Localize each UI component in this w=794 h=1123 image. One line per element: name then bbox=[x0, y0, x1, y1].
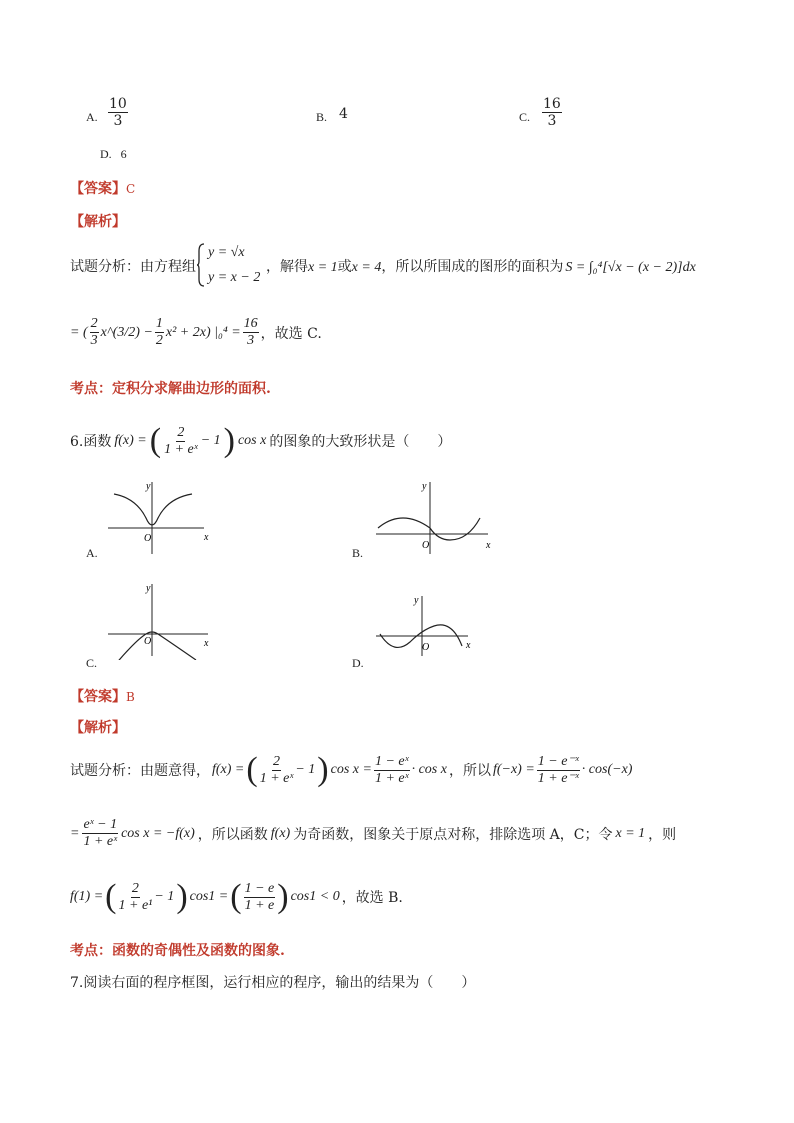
or-text: 或 bbox=[337, 259, 352, 275]
graph-d-label: D. bbox=[352, 656, 364, 670]
a3-choose: ，故选 B. bbox=[341, 890, 403, 906]
a1-f2-num: 1 − eˣ bbox=[374, 753, 409, 769]
choice-b bbox=[316, 110, 327, 125]
q6-stem bbox=[70, 424, 451, 458]
paren-right: ) bbox=[223, 422, 235, 459]
graph-b-curve bbox=[378, 518, 480, 540]
q6-frac-num: 2 bbox=[177, 424, 185, 440]
q5-analysis-prefix: 试题分析：由方程组 bbox=[70, 259, 196, 275]
a2-frac-den: 1 + eˣ bbox=[83, 834, 118, 849]
area-text: ，所以所围成的图形的面积为 bbox=[381, 259, 564, 275]
a3-cos1: cos1 = bbox=[189, 889, 229, 904]
graph-c-label: C. bbox=[86, 656, 98, 670]
solution-2: x = 4 bbox=[351, 260, 382, 275]
coef2-num: 1 bbox=[155, 316, 163, 331]
choice-c-fraction bbox=[542, 97, 562, 128]
graph-a-y-label: y bbox=[146, 481, 151, 492]
graph-c bbox=[100, 580, 230, 660]
a3-f2-num: 1 − e bbox=[244, 880, 275, 896]
choice-c bbox=[519, 110, 530, 125]
q6-prefix: 6.函数 bbox=[70, 434, 112, 450]
a1-minus1: − 1 bbox=[295, 762, 316, 777]
q5-kaodian: 考点：定积分求解曲边形的面积. bbox=[70, 381, 271, 397]
a2-text2: 为奇函数，图象关于原点对称，排除选项 A，C；令 bbox=[293, 826, 613, 843]
paren-left: ( bbox=[149, 422, 162, 459]
a3-lt: cos1 < 0 bbox=[290, 889, 340, 904]
a3-paren-right: ) bbox=[176, 878, 188, 915]
q6-answer-value: B bbox=[126, 690, 135, 704]
q5-analysis-label: 【解析】 bbox=[70, 214, 126, 230]
graph-d-x-label: x bbox=[466, 640, 471, 651]
graph-b-y-label: y bbox=[422, 481, 427, 492]
a1-fx: f(x) = bbox=[212, 762, 245, 777]
a1-so: ，所以 bbox=[448, 763, 491, 779]
eq-end: x² + 2x) |₀⁴ = bbox=[165, 324, 241, 340]
q6-analysis-line1 bbox=[70, 753, 632, 787]
graph-a-label: A. bbox=[86, 546, 98, 560]
q6-frac-den: 1 + eˣ bbox=[164, 441, 198, 457]
a1-paren-left: ( bbox=[246, 751, 258, 788]
q5-integral-result bbox=[70, 317, 322, 348]
choice-b-label: B. bbox=[316, 110, 328, 124]
q5-solve-line bbox=[266, 256, 696, 276]
graph-b-origin: O bbox=[422, 540, 430, 551]
answer-label: 【答案】 bbox=[70, 181, 126, 197]
q6-answer bbox=[70, 686, 135, 706]
choice-c-label: C. bbox=[519, 110, 531, 124]
q6-answer-label: 【答案】 bbox=[70, 689, 126, 705]
left-brace bbox=[196, 243, 206, 287]
result-den: 3 bbox=[247, 333, 255, 348]
q6-kaodian: 考点：函数的奇偶性及函数的图象. bbox=[70, 943, 285, 959]
a2-eq: = bbox=[70, 825, 80, 841]
graph-a-curve bbox=[114, 494, 192, 525]
q6-analysis-label: 【解析】 bbox=[70, 720, 126, 736]
a2-x1: x = 1 bbox=[615, 825, 646, 841]
a1-frac-num: 2 bbox=[273, 753, 281, 769]
q7-stem: 7.阅读右面的程序框图，运行相应的程序，输出的结果为（ ） bbox=[70, 975, 476, 991]
a3-minus1: − 1 bbox=[154, 889, 175, 904]
a2-fx: f(x) bbox=[270, 825, 291, 841]
system-eq1: y = √x bbox=[208, 245, 245, 260]
a2-text: ，所以函数 bbox=[197, 826, 268, 843]
solution-1: x = 1 bbox=[308, 260, 338, 275]
graph-c-x-label: x bbox=[204, 638, 209, 649]
choice-a-num: 10 bbox=[109, 96, 127, 112]
graph-a-x-label: x bbox=[204, 532, 209, 543]
q6-minus1: − 1 bbox=[200, 433, 221, 448]
a3-f1: f(1) = bbox=[70, 889, 104, 904]
coef1-den: 3 bbox=[90, 333, 98, 348]
a2-frac-num: eˣ − 1 bbox=[83, 817, 118, 832]
a3-paren2-right: ) bbox=[277, 878, 289, 915]
graph-b-label: B. bbox=[352, 546, 364, 560]
area-formula: S = ∫₀⁴[√x − (x − 2)]dx bbox=[565, 260, 696, 275]
a3-paren2-left: ( bbox=[230, 878, 242, 915]
a1-cos2: · cos x bbox=[411, 762, 447, 777]
choice-a-fraction bbox=[108, 97, 128, 128]
a1-f2-den: 1 + eˣ bbox=[374, 770, 409, 786]
q6-analysis-line3 bbox=[70, 880, 403, 914]
graph-d-origin: O bbox=[422, 642, 430, 653]
choice-c-num: 16 bbox=[543, 96, 561, 112]
choice-d-label: D. bbox=[100, 147, 112, 161]
a1-f3-den: 1 + e⁻ˣ bbox=[537, 770, 579, 786]
graph-a bbox=[100, 478, 230, 558]
coef2-den: 2 bbox=[155, 333, 163, 348]
a3-f2-den: 1 + e bbox=[244, 897, 275, 913]
graph-c-y-label: y bbox=[146, 583, 151, 594]
result-num: 16 bbox=[243, 316, 258, 331]
choice-d-value: 6 bbox=[120, 147, 127, 161]
q6-analysis-line2 bbox=[70, 818, 676, 849]
a3-frac-den: 1 + e¹ bbox=[118, 897, 153, 913]
a1-f3-num: 1 − e⁻ˣ bbox=[537, 753, 579, 769]
a2-then: ，则 bbox=[648, 826, 677, 843]
graph-a-origin: O bbox=[144, 533, 152, 544]
choose-text: ，故选 C. bbox=[260, 325, 322, 342]
eq-start: = ( bbox=[70, 324, 88, 340]
q6-fx: f(x) = bbox=[114, 433, 147, 448]
a1-cos: cos x = bbox=[330, 762, 372, 777]
a1-fmx: f(−x) = bbox=[492, 762, 535, 777]
choice-a-den: 3 bbox=[113, 113, 123, 129]
graph-b-x-label: x bbox=[486, 540, 491, 551]
graph-c-origin: O bbox=[144, 636, 152, 647]
coef1-num: 2 bbox=[90, 316, 98, 331]
choice-b-value: 4 bbox=[339, 106, 348, 122]
solve-text: ，解得 bbox=[266, 259, 308, 275]
a1-prefix: 试题分析：由题意得， bbox=[70, 763, 210, 779]
q6-cosx: cos x bbox=[237, 433, 267, 448]
graph-d-y-label: y bbox=[414, 595, 419, 606]
a1-frac-den: 1 + eˣ bbox=[259, 770, 294, 786]
answer-value: C bbox=[126, 182, 136, 196]
graph-d bbox=[372, 590, 482, 660]
graph-c-curve bbox=[114, 632, 196, 660]
a3-frac-num: 2 bbox=[131, 880, 139, 896]
a3-paren-left: ( bbox=[105, 878, 117, 915]
eq-mid: x^(3/2) − bbox=[100, 324, 153, 340]
choice-c-den: 3 bbox=[547, 113, 557, 129]
system-eq2: y = x − 2 bbox=[208, 270, 261, 285]
choice-a-label: A. bbox=[86, 110, 98, 124]
choice-d bbox=[100, 147, 127, 162]
a1-paren-right: ) bbox=[317, 751, 329, 788]
graph-b bbox=[372, 478, 502, 558]
choice-a bbox=[86, 110, 98, 125]
a1-cos3: · cos(−x) bbox=[581, 762, 633, 777]
a2-rest: cos x = −f(x) bbox=[121, 825, 195, 841]
q6-suffix: 的图象的大致形状是（ ） bbox=[269, 434, 452, 450]
q5-answer bbox=[70, 178, 135, 198]
